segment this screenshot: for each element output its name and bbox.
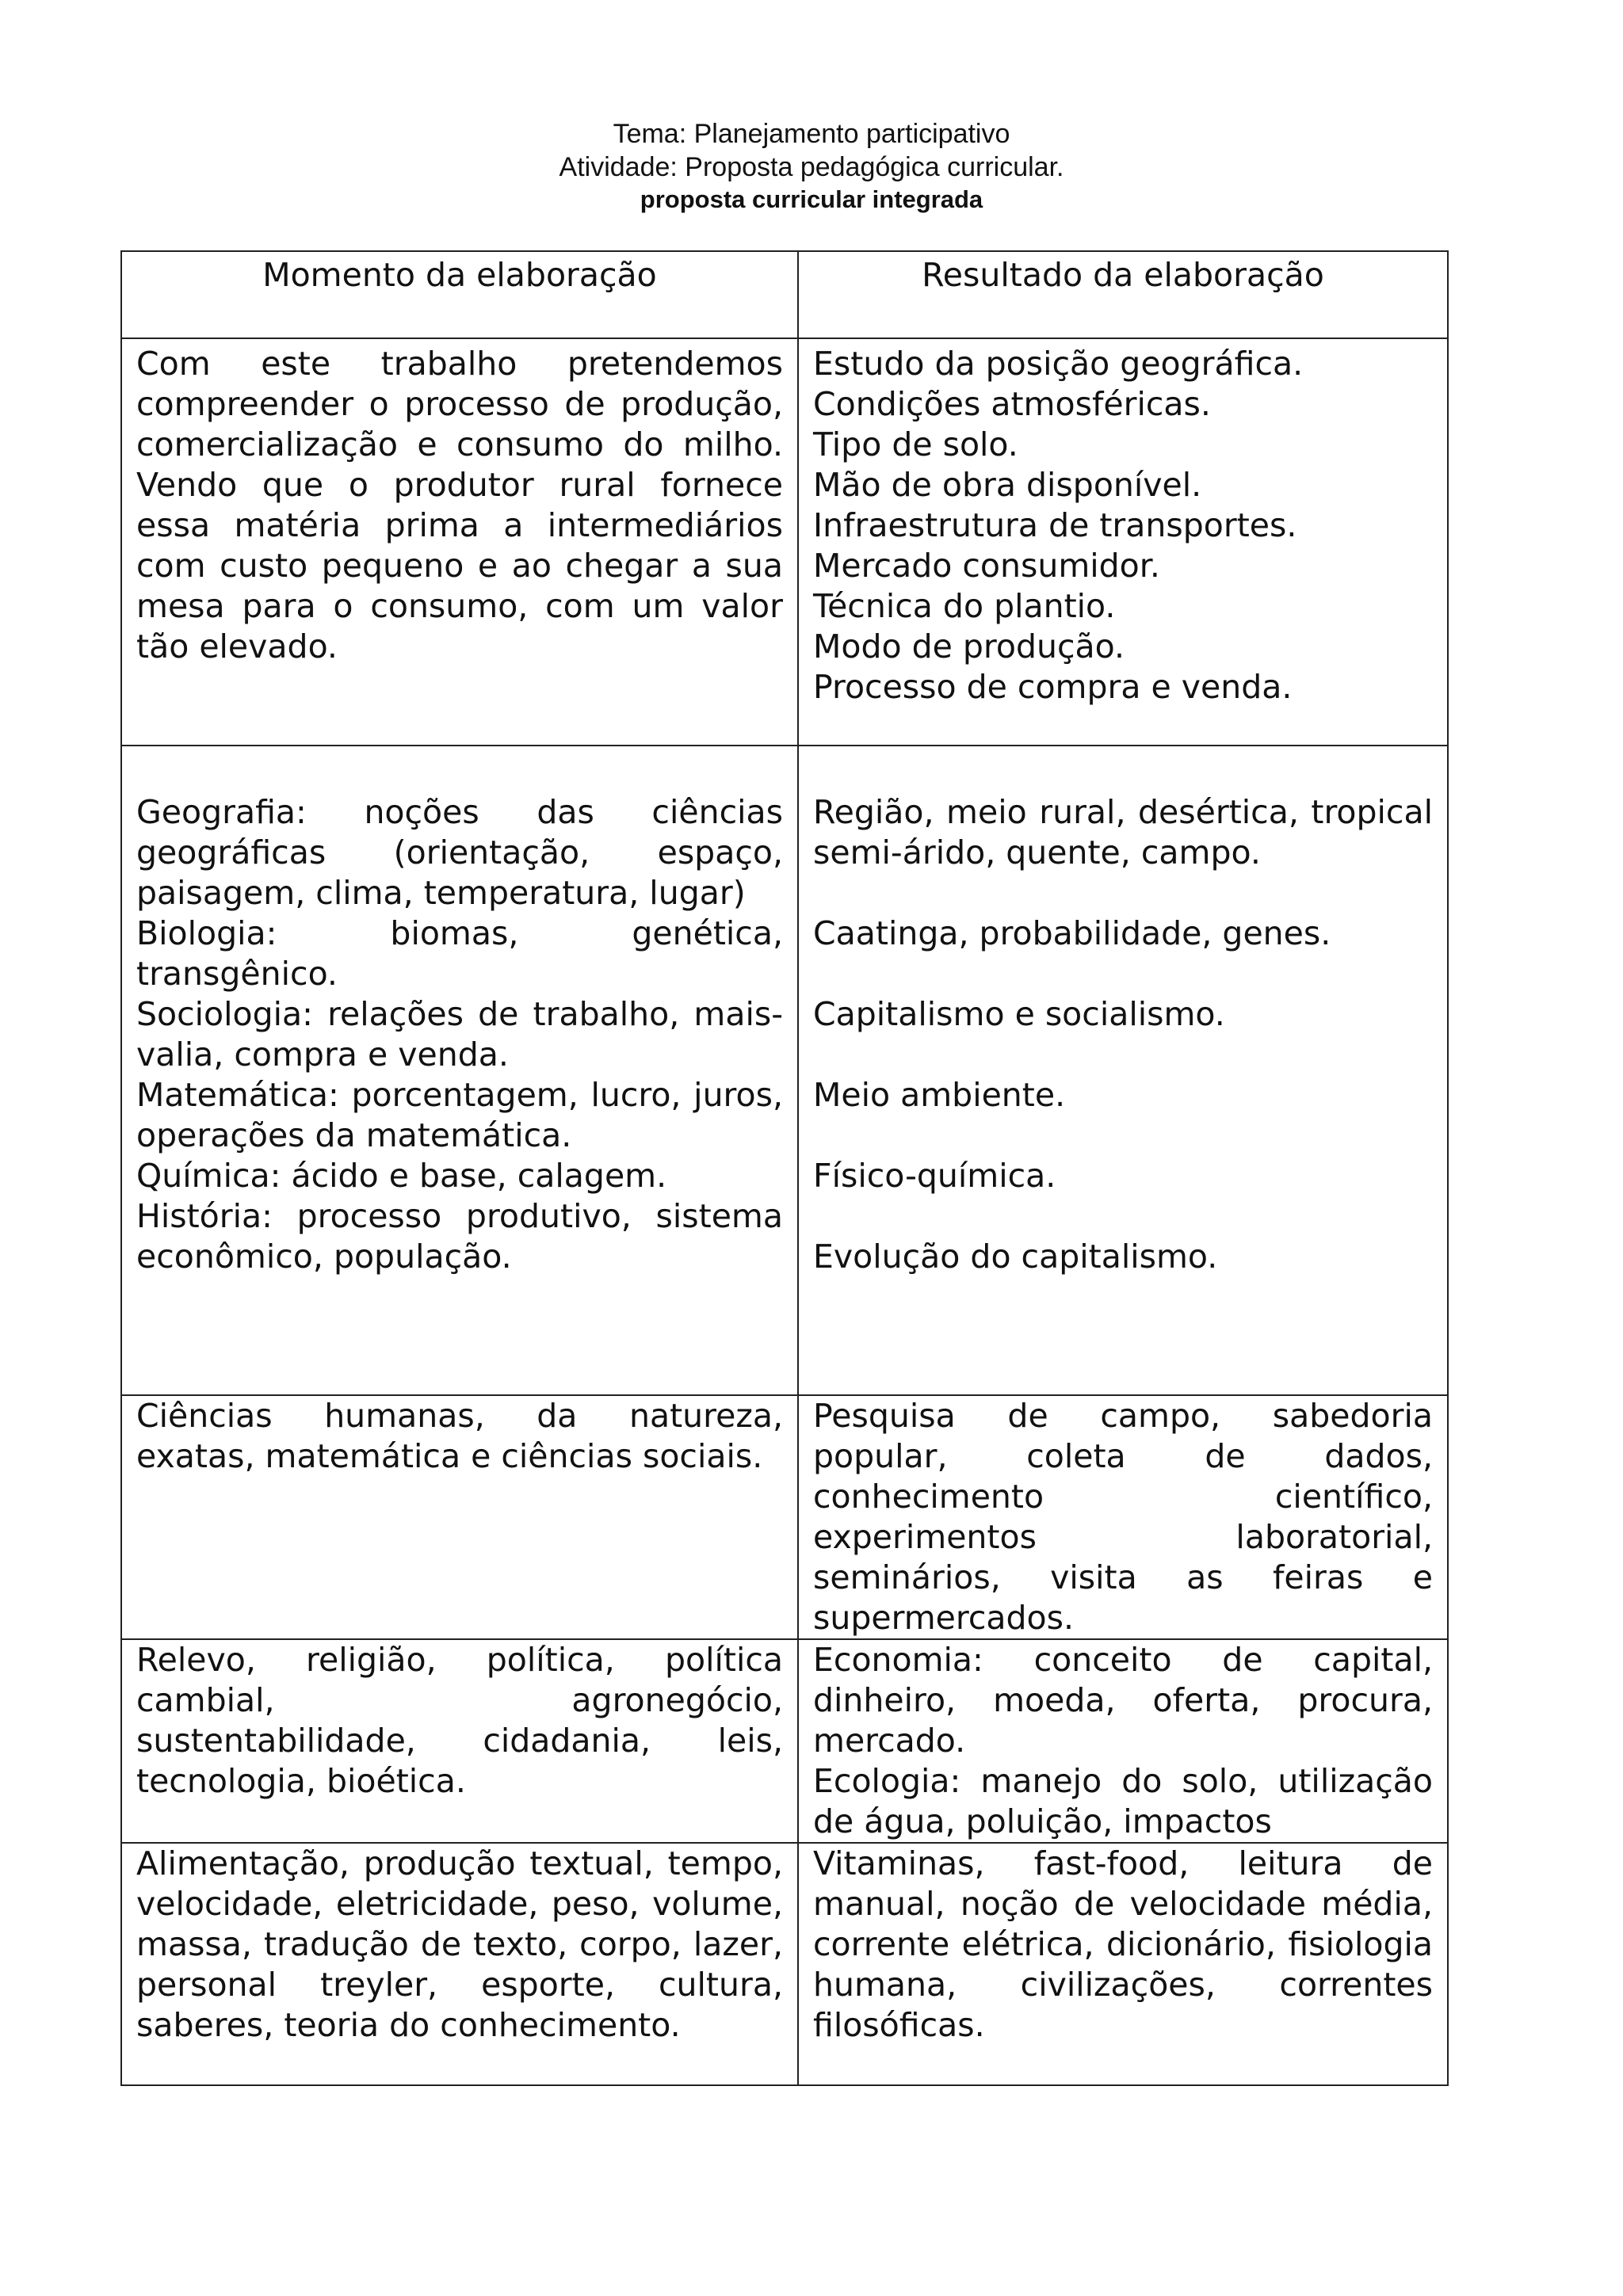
table-cell — [798, 338, 1448, 746]
cell-text: Economia: conceito de capital, dinheiro, moeda, oferta, procura, mercado. — [813, 1641, 1433, 1760]
result-item: Capitalismo e socialismo. — [813, 995, 1225, 1033]
cell-text: Ciências humanas, da natureza, exatas, matemática e ciências sociais. — [136, 1397, 783, 1475]
list-item: Modo de produção. — [813, 627, 1125, 666]
result-item: Meio ambiente. — [813, 1076, 1066, 1114]
result-item: Físico-química. — [813, 1157, 1056, 1195]
cell-text: Alimentação, produção textual, tempo, velocidade, eletricidade, peso, volume, massa, tradução de texto, corpo, lazer, personal treyler, esporte, cultura, saberes, teoria do conhecimento. — [136, 1844, 783, 2044]
list-item: Mão de obra disponível. — [813, 466, 1202, 504]
column-header-momento: Momento da elaboração — [121, 251, 798, 338]
cell-text: Relevo, religião, política, política cambial, agronegócio, sustentabilidade, cidadania, leis, tecnologia, bioética. — [136, 1641, 783, 1800]
list-item: Técnica do plantio. — [813, 587, 1116, 625]
subject-quimica: Química: ácido e base, calagem. — [136, 1157, 667, 1195]
table-cell — [121, 1843, 798, 2085]
cell-text: Ecologia: manejo do solo, utilização de água, poluição, impactos — [813, 1762, 1433, 1840]
table-cell — [121, 1639, 798, 1843]
table-row — [121, 338, 1448, 746]
table-row — [121, 1395, 1448, 1639]
table-cell — [798, 1395, 1448, 1639]
subject-historia: História: processo produtivo, sistema econômico, população. — [136, 1197, 783, 1276]
list-item: Condições atmosféricas. — [813, 385, 1211, 423]
table-header-row — [121, 251, 1448, 338]
cell-text: Pesquisa de campo, sabedoria popular, coleta de dados, conhecimento científico, experimentos laboratorial, seminários, visita as feiras e supermercados. — [813, 1397, 1433, 1637]
list-item: Estudo da posição geográfica. — [813, 345, 1304, 383]
subject-matematica: Matemática: porcentagem, lucro, juros, operações da matemática. — [136, 1076, 783, 1154]
result-item: Caatinga, probabilidade, genes. — [813, 914, 1331, 952]
document-subtitle: proposta curricular integrada — [640, 185, 983, 213]
table-row — [121, 1639, 1448, 1843]
table-cell — [798, 1639, 1448, 1843]
list-item: Mercado consumidor. — [813, 547, 1160, 585]
cell-text: Vitaminas, fast-food, leitura de manual, noção de velocidade média, corrente elétrica, dicionário, fisiologia humana, civilizações, correntes filosóficas. — [813, 1844, 1433, 2044]
cell-text: Com este trabalho pretendemos compreender o processo de produção, comercialização e consumo do milho. Vendo que o produtor rural fornece essa matéria prima a intermediários com custo pequeno e ao chegar a sua mesa para o consumo, com um valor tão elevado. — [136, 345, 783, 666]
curriculum-table — [120, 250, 1449, 2086]
table-cell — [121, 338, 798, 746]
list-item: Processo de compra e venda. — [813, 668, 1293, 706]
document-header — [0, 117, 1623, 215]
subject-biologia: Biologia: biomas, genética, transgênico. — [136, 914, 783, 993]
table-row — [121, 1843, 1448, 2085]
table-cell — [121, 746, 798, 1395]
list-item: Tipo de solo. — [813, 425, 1018, 463]
topic-line: Tema: Planejamento participativo — [613, 119, 1010, 149]
result-item: Evolução do capitalismo. — [813, 1238, 1218, 1276]
list-item: Infraestrutura de transportes. — [813, 506, 1297, 544]
table-row — [121, 746, 1448, 1395]
table-cell — [121, 1395, 798, 1639]
result-item: Região, meio rural, desértica, tropical semi-árido, quente, campo. — [813, 793, 1433, 871]
table-cell — [798, 746, 1448, 1395]
subject-geografia: Geografia: noções das ciências geográficas (orientação, espaço, paisagem, clima, temperatura, lugar) — [136, 793, 783, 912]
column-header-resultado: Resultado da elaboração — [798, 251, 1448, 338]
table-cell — [798, 1843, 1448, 2085]
subject-sociologia: Sociologia: relações de trabalho, mais-valia, compra e venda. — [136, 995, 783, 1074]
activity-line: Atividade: Proposta pedagógica curricular. — [559, 152, 1064, 182]
